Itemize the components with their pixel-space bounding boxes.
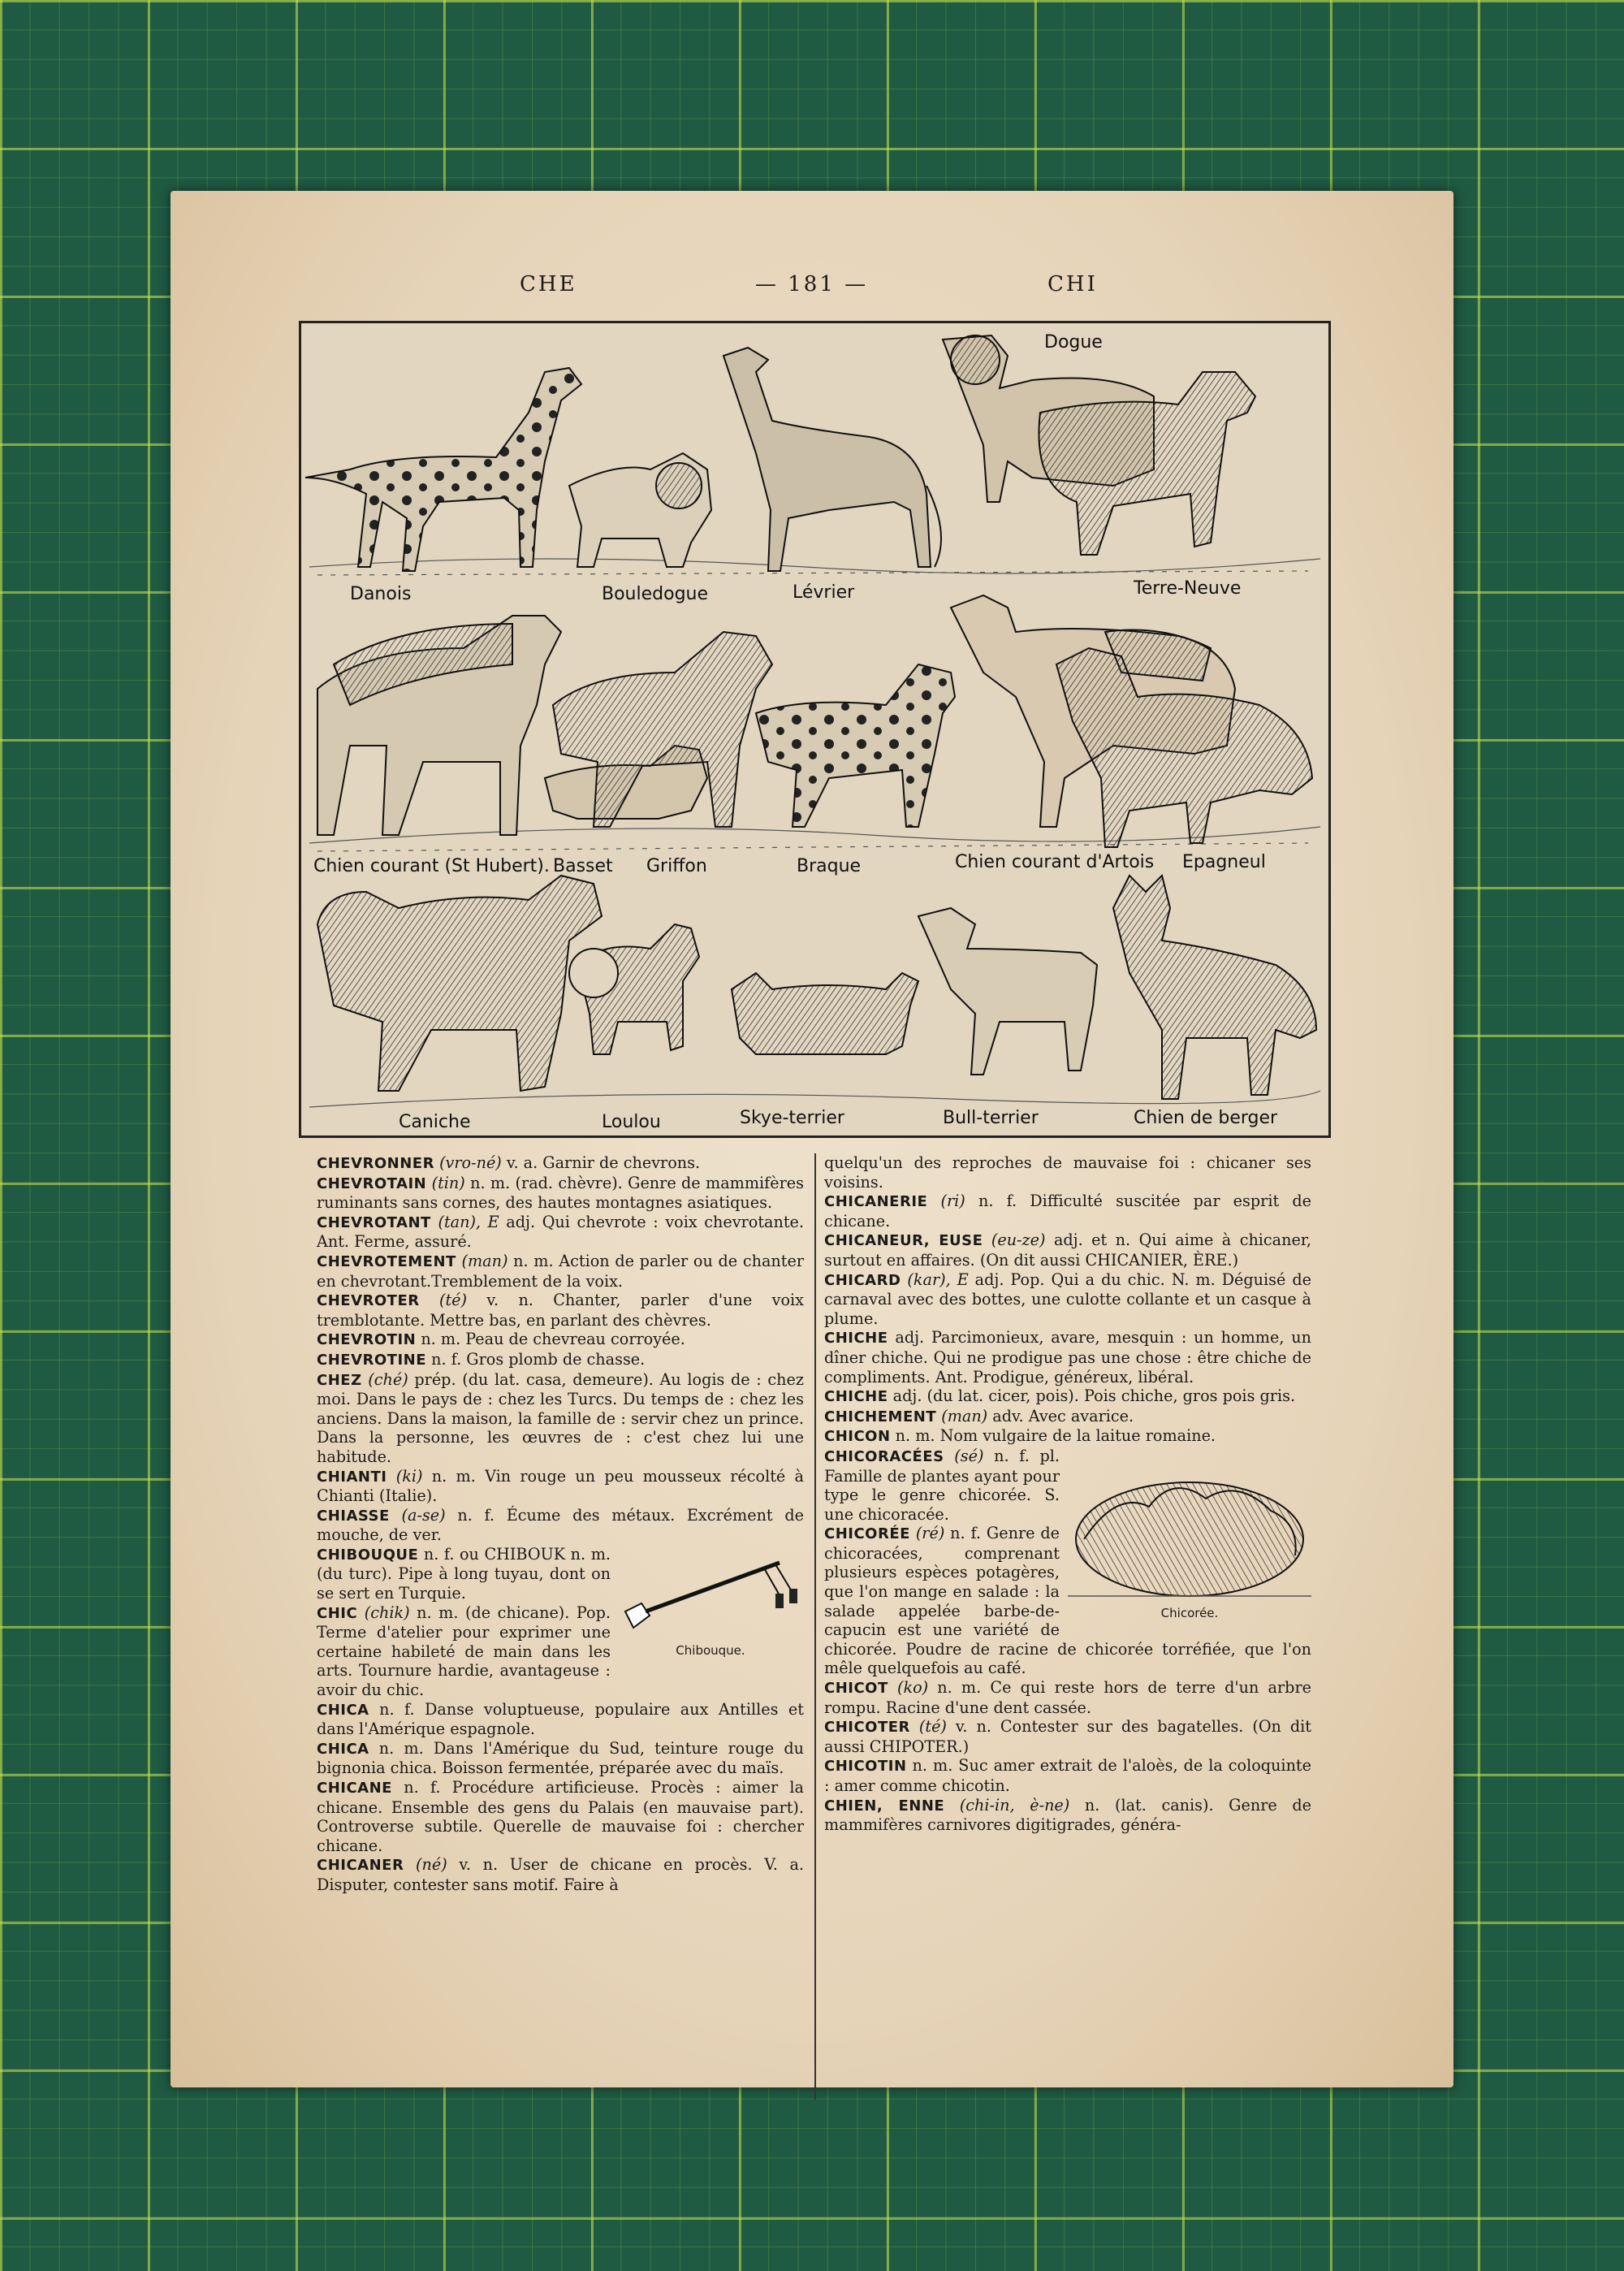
entry-definition: v. n. User de chicane en procès. V. a. Disputer, contester sans motif. Faire à (317, 1855, 804, 1894)
label-epagneul: Epagneul (1182, 852, 1266, 872)
entry-pronunciation: (ki) (395, 1466, 423, 1486)
entry-headword: CHICOTIN (824, 1758, 907, 1776)
dictionary-entry (317, 1174, 804, 1213)
page-header (171, 272, 1453, 305)
entry-pronunciation: (a-se) (401, 1505, 446, 1525)
entry-pronunciation: (tin) (431, 1173, 465, 1192)
label-terre-neuve: Terre-Neuve (1134, 578, 1242, 599)
entry-headword: CHICANERIE (824, 1193, 928, 1211)
entry-definition: n. m. Peau de chevreau corroyée. (421, 1330, 685, 1349)
right-column (824, 1153, 1311, 1835)
entry-definition: v. n. Contester sur des bagatelles. (On dit aussi CHIPOTER.) (824, 1717, 1311, 1756)
entry-definition: quelqu'un des reproches de mauvaise foi : chicaner ses voisins. (824, 1153, 1311, 1192)
entry-definition: n. m. Nom vulgaire de la laitue romaine. (895, 1426, 1216, 1446)
entry-pronunciation: (né) (416, 1855, 447, 1875)
dictionary-entry (824, 1717, 1311, 1756)
entry-definition: adj. et n. Qui aime à chicaner, surtout en affaires. (On dit aussi CHICANIER, ÈRE.) (824, 1231, 1311, 1270)
entry-pronunciation: (chi-in, è-ne) (959, 1795, 1070, 1815)
entry-pronunciation: (té) (918, 1717, 947, 1737)
entry-headword: CHEVRONNER (317, 1155, 434, 1172)
dictionary-entry (824, 1153, 1311, 1192)
entry-definition: n. (lat. canis). Genre de mammifères carnivores digitigrades, généra- (824, 1795, 1311, 1835)
entry-headword: CHICHEMENT (824, 1408, 937, 1425)
entry-pronunciation: (man) (941, 1406, 988, 1425)
dog-breeds-plate (299, 321, 1331, 1138)
dictionary-entry (317, 1739, 804, 1778)
dictionary-entry (824, 1386, 1311, 1407)
dictionary-entry (824, 1328, 1311, 1386)
entry-definition: adj. Qui chevrote : voix chevrotante. Ant. Ferme, assuré. (317, 1212, 804, 1252)
chicoree-figure (1068, 1450, 1311, 1624)
label-caniche: Caniche (399, 1112, 471, 1132)
entry-headword: CHICA (317, 1740, 369, 1758)
entry-pronunciation: (eu-ze) (991, 1231, 1046, 1250)
entry-pronunciation: (tan), E (438, 1212, 499, 1231)
label-skye-terrier: Skye-terrier (740, 1108, 844, 1128)
entry-pronunciation: (ri) (940, 1192, 965, 1211)
entry-headword: CHICORÉE (824, 1525, 910, 1543)
label-danois: Danois (350, 584, 412, 604)
entry-headword: CHICHE (824, 1330, 888, 1347)
entry-pronunciation: (ché) (368, 1369, 408, 1389)
label-braque: Braque (797, 856, 862, 876)
dictionary-entry (824, 1678, 1311, 1717)
dictionary-entry (317, 1291, 804, 1330)
chien-de-berger-figure (1113, 876, 1316, 1099)
entry-pronunciation: (ré) (915, 1524, 945, 1543)
dictionary-entry (317, 1855, 804, 1894)
label-chien-courant-artois: Chien courant d'Artois (955, 852, 1155, 872)
dictionary-entry (317, 1153, 804, 1174)
entry-definition: n. f. Genre de chicoracées, comprenant plusieurs espèces potagères, que l'on mange en salade : la salade appelée barbe-de-capucin est une variété de chicorée. Poudre de racine de chicorée torréfiée, que l'on mêle quelquefois au café. (824, 1524, 1311, 1678)
caniche-figure (317, 876, 602, 1091)
entry-headword: CHEVROTEMENT (317, 1252, 456, 1270)
dictionary-columns (317, 1153, 1311, 2112)
entry-pronunciation: (vro-né) (439, 1153, 502, 1172)
dictionary-entry (824, 1231, 1311, 1270)
entry-pronunciation: (té) (438, 1291, 468, 1310)
entry-headword: CHEVROTIN (317, 1331, 417, 1349)
entry-headword: CHIC (317, 1604, 358, 1622)
dictionary-page (171, 191, 1453, 2087)
dictionary-entry (317, 1213, 804, 1252)
entry-definition: n. m. (rad. chèvre). Genre de mammifères ruminants sans cornes, des hautes montagnes asiatiques. (317, 1173, 804, 1213)
chien-courant-st-hubert-figure (317, 616, 561, 835)
entry-definition: adv. Avec avarice. (987, 1406, 1134, 1425)
header-left: CHE (520, 272, 577, 296)
label-chien-de-berger: Chien de berger (1134, 1108, 1278, 1128)
dictionary-entry (824, 1796, 1311, 1835)
entry-headword: CHEVROTANT (317, 1213, 431, 1231)
entry-headword: CHICANER (317, 1857, 404, 1875)
entry-pronunciation: (chik) (364, 1603, 410, 1622)
entry-headword: CHEZ (317, 1371, 362, 1389)
label-griffon: Griffon (646, 856, 707, 876)
levrier-figure (723, 348, 941, 571)
dictionary-entry (824, 1192, 1311, 1231)
entry-definition: n. m. Ce qui reste hors de terre d'un arbre rompu. Racine d'une dent cassée. (824, 1678, 1311, 1717)
entry-definition: adj. (du lat. cicer, pois). Pois chiche, gros pois gris. (892, 1386, 1296, 1406)
entry-headword: CHIANTI (317, 1468, 387, 1486)
dictionary-entry (317, 1330, 804, 1350)
entry-headword: CHICORACÉES (824, 1447, 944, 1465)
dictionary-entry (317, 1778, 804, 1855)
label-levrier: Lévrier (793, 582, 855, 603)
entry-headword: CHICOT (824, 1680, 888, 1698)
dictionary-entry (317, 1350, 804, 1370)
dictionary-entry (824, 1270, 1311, 1329)
entry-headword: CHICHE (824, 1388, 888, 1406)
entry-definition: n. m. Suc amer extrait de l'aloès, de la coloquinte : amer comme chicotin. (824, 1756, 1311, 1795)
label-chien-courant-st-hubert: Chien courant (St Hubert). (313, 856, 550, 876)
entry-definition: v. n. Chanter, parler d'une voix tremblotante. Mettre bas, en parlant des chèvres. (317, 1291, 804, 1330)
dictionary-entry (317, 1467, 804, 1506)
dictionary-entry (824, 1426, 1311, 1447)
label-basset: Basset (553, 856, 613, 876)
dictionary-entry (317, 1506, 804, 1545)
entry-headword: CHEVROTER (317, 1292, 420, 1310)
entry-headword: CHICANEUR, EUSE (824, 1232, 983, 1250)
entry-definition: n. m. (de chicane). Pop. Terme d'atelier pour exprimer une certaine habileté de main dans les arts. Tournure hardie, avantageuse : avoir du chic. (317, 1603, 611, 1700)
entry-headword: CHICON (824, 1428, 891, 1446)
entry-definition: n. m. Vin rouge un peu mousseux récolté à Chianti (Italie). (317, 1466, 804, 1506)
chibouque-caption: Chibouque. (676, 1643, 745, 1659)
entry-headword: CHICOTER (824, 1719, 910, 1737)
entry-headword: CHICANE (317, 1780, 392, 1797)
label-bull-terrier: Bull-terrier (943, 1108, 1039, 1128)
entry-definition: n. m. Dans l'Amérique du Sud, teinture rouge du bignonia chica. Boisson fermentée, préparée avec du maïs. (317, 1738, 805, 1778)
bull-terrier-figure (918, 908, 1097, 1075)
entry-headword: CHIASSE (317, 1507, 390, 1525)
braque-figure (756, 664, 955, 827)
entry-definition: n. f. Écume des métaux. Excrément de mouche, de ver. (317, 1505, 804, 1545)
dictionary-entry (317, 1700, 804, 1739)
entry-definition: n. f. Danse voluptueuse, populaire aux Antilles et dans l'Amérique espagnole. (317, 1699, 804, 1739)
entry-pronunciation: (ko) (896, 1678, 929, 1698)
label-bouledogue: Bouledogue (602, 584, 709, 604)
bouledogue-figure (569, 453, 711, 567)
column-divider (814, 1153, 816, 2100)
entry-headword: CHIEN, ENNE (824, 1797, 945, 1815)
label-dogue: Dogue (1044, 332, 1103, 353)
entry-definition: n. f. pl. Famille de plantes ayant pour type le genre chicorée. S. une chicoracée. (824, 1446, 1060, 1524)
entry-pronunciation: (sé) (954, 1446, 984, 1465)
chicoree-caption: Chicorée. (1160, 1605, 1219, 1620)
entry-definition: adj. Parcimonieux, avare, mesquin : un homme, un dîner chiche. Qui ne prodigue pas une chose : être chiche de compliments. Ant. Prodigue, généreux, libéral. (824, 1328, 1311, 1386)
entry-pronunciation: (man) (461, 1251, 508, 1270)
entry-headword: CHEVROTINE (317, 1351, 426, 1369)
entry-headword: CHICARD (824, 1271, 901, 1289)
entry-headword: CHEVROTAIN (317, 1174, 427, 1192)
dictionary-entry (824, 1756, 1311, 1795)
entry-definition: n. m. Action de parler ou de chanter en chevrotant.Tremblement de la voix. (317, 1251, 804, 1291)
entry-definition: n. f. Procédure artificieuse. Procès : aimer la chicane. Ensemble des gens du Palais (en mauvaise part). Controverse subtile. Querelle de mauvaise foi : chercher chicane. (317, 1778, 804, 1855)
skye-terrier-figure (732, 973, 918, 1054)
header-right: CHI (1047, 272, 1098, 296)
chibouque-figure (617, 1546, 804, 1661)
entry-definition: v. a. Garnir de chevrons. (501, 1153, 701, 1172)
entry-definition: n. f. Difficulté suscitée par esprit de chicane. (824, 1192, 1311, 1231)
entry-headword: CHICA (317, 1701, 369, 1719)
dictionary-entry (317, 1252, 804, 1291)
label-loulou: Loulou (602, 1112, 661, 1132)
chicoree-plant-icon (1068, 1450, 1311, 1604)
entry-definition: adj. Pop. Qui a du chic. N. m. Déguisé de carnaval avec des bottes, une culotte collante et un casque à plume. (824, 1270, 1311, 1328)
danois-figure (305, 368, 581, 571)
entry-definition: prép. (du lat. casa, demeure). Au logis de : chez moi. Dans le pays de : chez les Turcs. Du temps de : chez les anciens. Dans la maison, la famille de : servir chez un prince. Dans la personne, les œuvres de : c'est chez lui une habitude. (317, 1369, 804, 1466)
entry-definition: n. f. Gros plomb de chasse. (431, 1349, 646, 1369)
entry-headword: CHIBOUQUE (317, 1546, 419, 1564)
dictionary-entry (317, 1370, 804, 1467)
dictionary-entry (824, 1407, 1311, 1427)
page-number: — 181 — (755, 272, 869, 296)
left-column (317, 1153, 804, 1895)
entry-pronunciation: (kar), E (907, 1270, 969, 1289)
chibouque-pipe-icon (617, 1546, 804, 1636)
dog-illustration (301, 323, 1328, 1136)
entry-definition: n. f. ou CHIBOUK n. m. (du turc). Pipe à long tuyau, dont on se sert en Turquie. (317, 1544, 611, 1603)
loulou-figure (569, 924, 699, 1054)
